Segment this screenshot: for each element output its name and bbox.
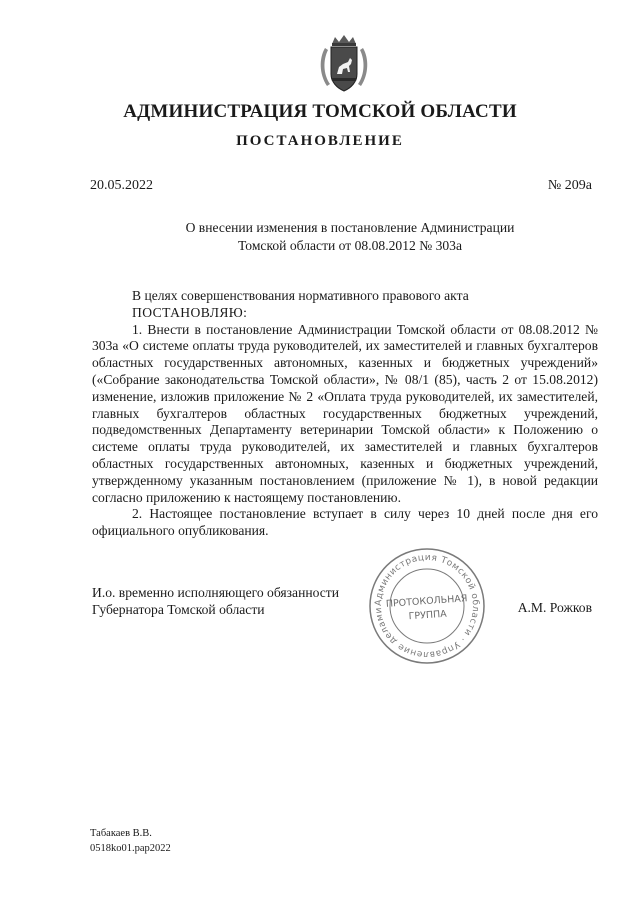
document-number: № 209а: [547, 178, 592, 193]
document-type: ПОСТАНОВЛЕНИЕ: [236, 133, 404, 149]
stamp-center-line-2: ГРУППА: [408, 608, 448, 623]
signer-name: А.М. Рожков: [517, 600, 592, 615]
coat-of-arms-icon: [313, 34, 375, 94]
official-stamp: [367, 546, 487, 666]
signer-title-line-2: Губернатора Томской области: [92, 602, 265, 617]
file-reference: 0518ko01.pap2022: [90, 843, 171, 854]
signer-title: [92, 584, 339, 618]
subject-line-1: О внесении изменения в постановление Администрации: [185, 220, 515, 235]
stamp-ring-text: Администрация Томской области · Управление делами: [373, 552, 481, 660]
preamble: В целях совершенствования нормативного правового акта: [132, 288, 469, 303]
organization-name: АДМИНИСТРАЦИЯ ТОМСКОЙ ОБЛАСТИ: [123, 101, 517, 122]
executor-name: Табакаев В.В.: [90, 828, 152, 839]
stamp-center-line-1: ПРОТОКОЛЬНАЯ: [385, 593, 468, 610]
subject-line-2: Томской области от 08.08.2012 № 303а: [238, 238, 462, 253]
document-subject: [140, 219, 560, 255]
decree-word: ПОСТАНОВЛЯЮ:: [132, 304, 248, 320]
document-date: 20.05.2022: [90, 178, 153, 193]
decree-item-2: 2. Настоящее постановление вступает в силу через 10 дней после дня его официального опубликования.: [92, 506, 598, 539]
signer-title-line-1: И.о. временно исполняющего обязанности: [92, 585, 340, 600]
footer: [90, 826, 171, 856]
decree-item-1: 1. Внести в постановление Администрации Томской области от 08.08.2012 № 303а «О системе оплаты труда руководителей, их заместителей и главных бухгалтеров областных государственных автономных, казенных и бюджетных учреждений» («Собрание законодательства Томской области», № 08/1 (85), часть 2 от 15.08.2012) изменение, изложив приложение № 2 «Оплата труда руководителей, их заместителей, главных бухгалтеров областных государственных бюджетных учреждений, подведомственных Департаменту ветеринарии Томской области» к Положению о системе оплаты труда руководителей, их заместителей и главных бухгалтеров областных государственных автономных, казенных и бюджетных учреждений, утвержденному указанным постановлением (приложение № 1), в новой редакции согласно приложению к настоящему постановлению.: [92, 321, 598, 505]
document-body: [92, 288, 598, 540]
